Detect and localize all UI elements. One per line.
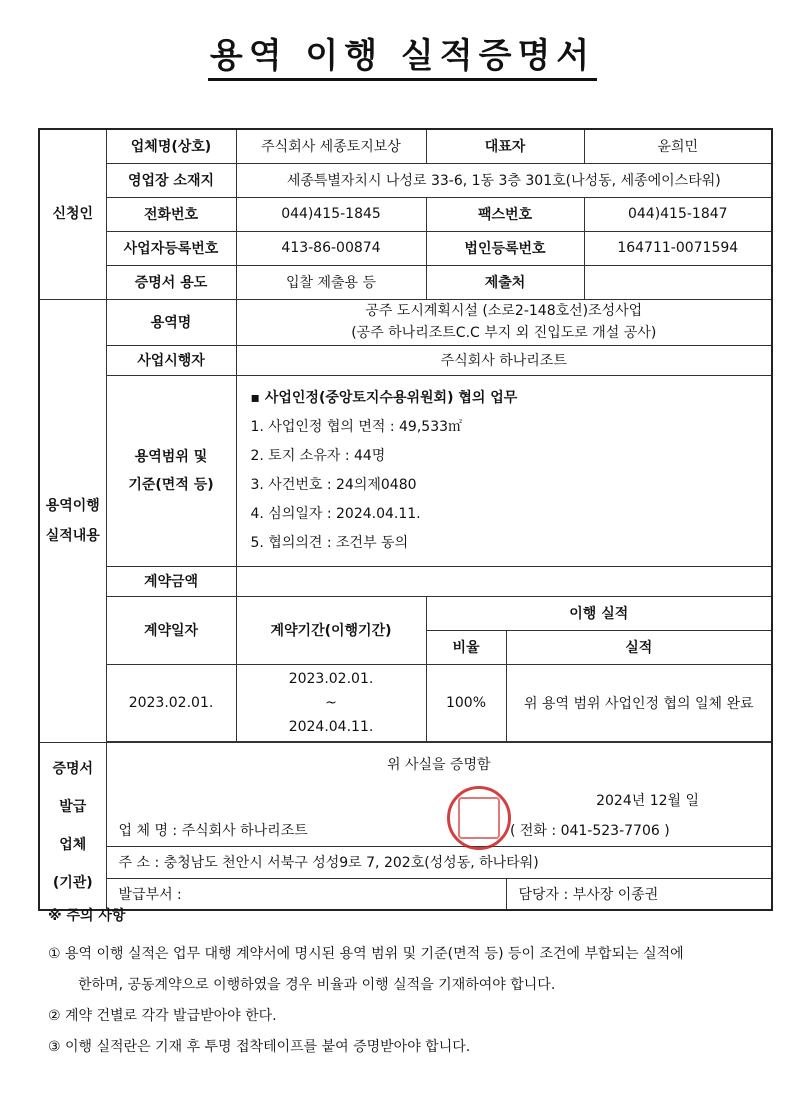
issuer-department: 발급부서 : bbox=[106, 878, 506, 910]
service-name-value: 공주 도시계획시설 (소로2-148호선)조성사업 (공주 하나리조트C.C 부지 외 진입도로 개설 공사) bbox=[236, 299, 772, 345]
ratio-label: 비율 bbox=[426, 630, 506, 664]
issuer-address: 주 소 : 충청남도 천안시 서북구 성성9로 7, 202호(성성동, 하나타워) bbox=[106, 846, 772, 878]
result-label: 실적 bbox=[506, 630, 772, 664]
contract-amount-value bbox=[236, 566, 772, 596]
notes-section bbox=[48, 905, 778, 1063]
note-1: ① 용역 이행 실적은 업무 대행 계약서에 명시된 용역 범위 및 기준(면적 등) 등이 조건에 부합되는 실적에 bbox=[48, 946, 684, 962]
contract-date-label: 계약일자 bbox=[106, 596, 236, 664]
company-name-value: 주식회사 세종토지보상 bbox=[236, 129, 426, 163]
issuer-manager: 담당자 : 부사장 이종권 bbox=[506, 878, 772, 910]
scope-item: 1. 사업인정 협의 면적 : 49,533㎡ bbox=[250, 418, 463, 435]
phone-value: 044)415-1845 bbox=[236, 197, 426, 231]
document-title: 용역 이행 실적증명서 bbox=[0, 28, 805, 77]
contract-period-value: 2023.02.01. ~ 2024.04.11. bbox=[236, 664, 426, 741]
corporate-number-value: 164711-0071594 bbox=[584, 231, 772, 265]
purpose-label: 증명서 용도 bbox=[106, 265, 236, 299]
phone-label: 전화번호 bbox=[106, 197, 236, 231]
note-3: ③ 이행 실적란은 기재 후 투명 접착테이프를 붙여 증명받아야 합니다. bbox=[48, 1039, 471, 1055]
representative-label: 대표자 bbox=[426, 129, 584, 163]
contract-date-value: 2023.02.01. bbox=[106, 664, 236, 741]
result-value: 위 용역 범위 사업인정 협의 일체 완료 bbox=[506, 664, 772, 741]
company-name-label: 업체명(상호) bbox=[106, 129, 236, 163]
applicant-section-label: 신청인 bbox=[39, 129, 106, 299]
notes-heading: ※ 주의 사항 bbox=[48, 908, 126, 924]
scope-heading: ▪ 사업인정(중앙토지수용위원회) 협의 업무 bbox=[250, 389, 518, 406]
scope-label: 용역범위 및 기준(면적 등) bbox=[106, 375, 236, 566]
fax-value: 044)415-1847 bbox=[584, 197, 772, 231]
corporate-number-label: 법인등록번호 bbox=[426, 231, 584, 265]
issuer-phone: ( 전화 : 041-523-7706 ) bbox=[506, 814, 772, 846]
service-name-label: 용역명 bbox=[106, 299, 236, 345]
note-2: ② 계약 건별로 각각 발급받아야 한다. bbox=[48, 1008, 277, 1024]
issue-date: 2024년 12월 일 bbox=[106, 786, 772, 814]
scope-item: 5. 협의의견 : 조건부 동의 bbox=[250, 534, 409, 551]
scope-item: 2. 토지 소유자 : 44명 bbox=[250, 447, 386, 464]
fax-label: 팩스번호 bbox=[426, 197, 584, 231]
scope-item: 3. 사건번호 : 24의제0480 bbox=[250, 476, 417, 493]
scope-content bbox=[236, 375, 772, 566]
performance-label: 이행 실적 bbox=[426, 596, 772, 630]
operator-value: 주식회사 하나리조트 bbox=[236, 345, 772, 375]
submit-to-value bbox=[584, 265, 772, 299]
scope-item: 4. 심의일자 : 2024.04.11. bbox=[250, 505, 421, 522]
contract-period-label: 계약기간(이행기간) bbox=[236, 596, 426, 664]
certificate-table bbox=[38, 128, 773, 911]
address-value: 세종특별자치시 나성로 33-6, 1동 3층 301호(나성동, 세종에이스타워) bbox=[236, 163, 772, 197]
contract-amount-label: 계약금액 bbox=[106, 566, 236, 596]
note-1-cont: 한하며, 공동계약으로 이행하였을 경우 비율과 이행 실적을 기재하여야 합니다. bbox=[78, 977, 556, 993]
representative-value: 윤희민 bbox=[584, 129, 772, 163]
business-number-value: 413-86-00874 bbox=[236, 231, 426, 265]
company-seal-stamp bbox=[447, 786, 511, 850]
purpose-value: 입찰 제출용 등 bbox=[236, 265, 426, 299]
ratio-value: 100% bbox=[426, 664, 506, 741]
certify-statement: 위 사실을 증명함 bbox=[106, 742, 772, 786]
issuer-company: 업 체 명 : 주식회사 하나리조트 bbox=[106, 814, 506, 846]
operator-label: 사업시행자 bbox=[106, 345, 236, 375]
issuer-section-label: 증명서 발급 업체 (기관) bbox=[39, 742, 106, 910]
business-number-label: 사업자등록번호 bbox=[106, 231, 236, 265]
submit-to-label: 제출처 bbox=[426, 265, 584, 299]
service-section-label: 용역이행 실적내용 bbox=[39, 299, 106, 742]
address-label: 영업장 소재지 bbox=[106, 163, 236, 197]
